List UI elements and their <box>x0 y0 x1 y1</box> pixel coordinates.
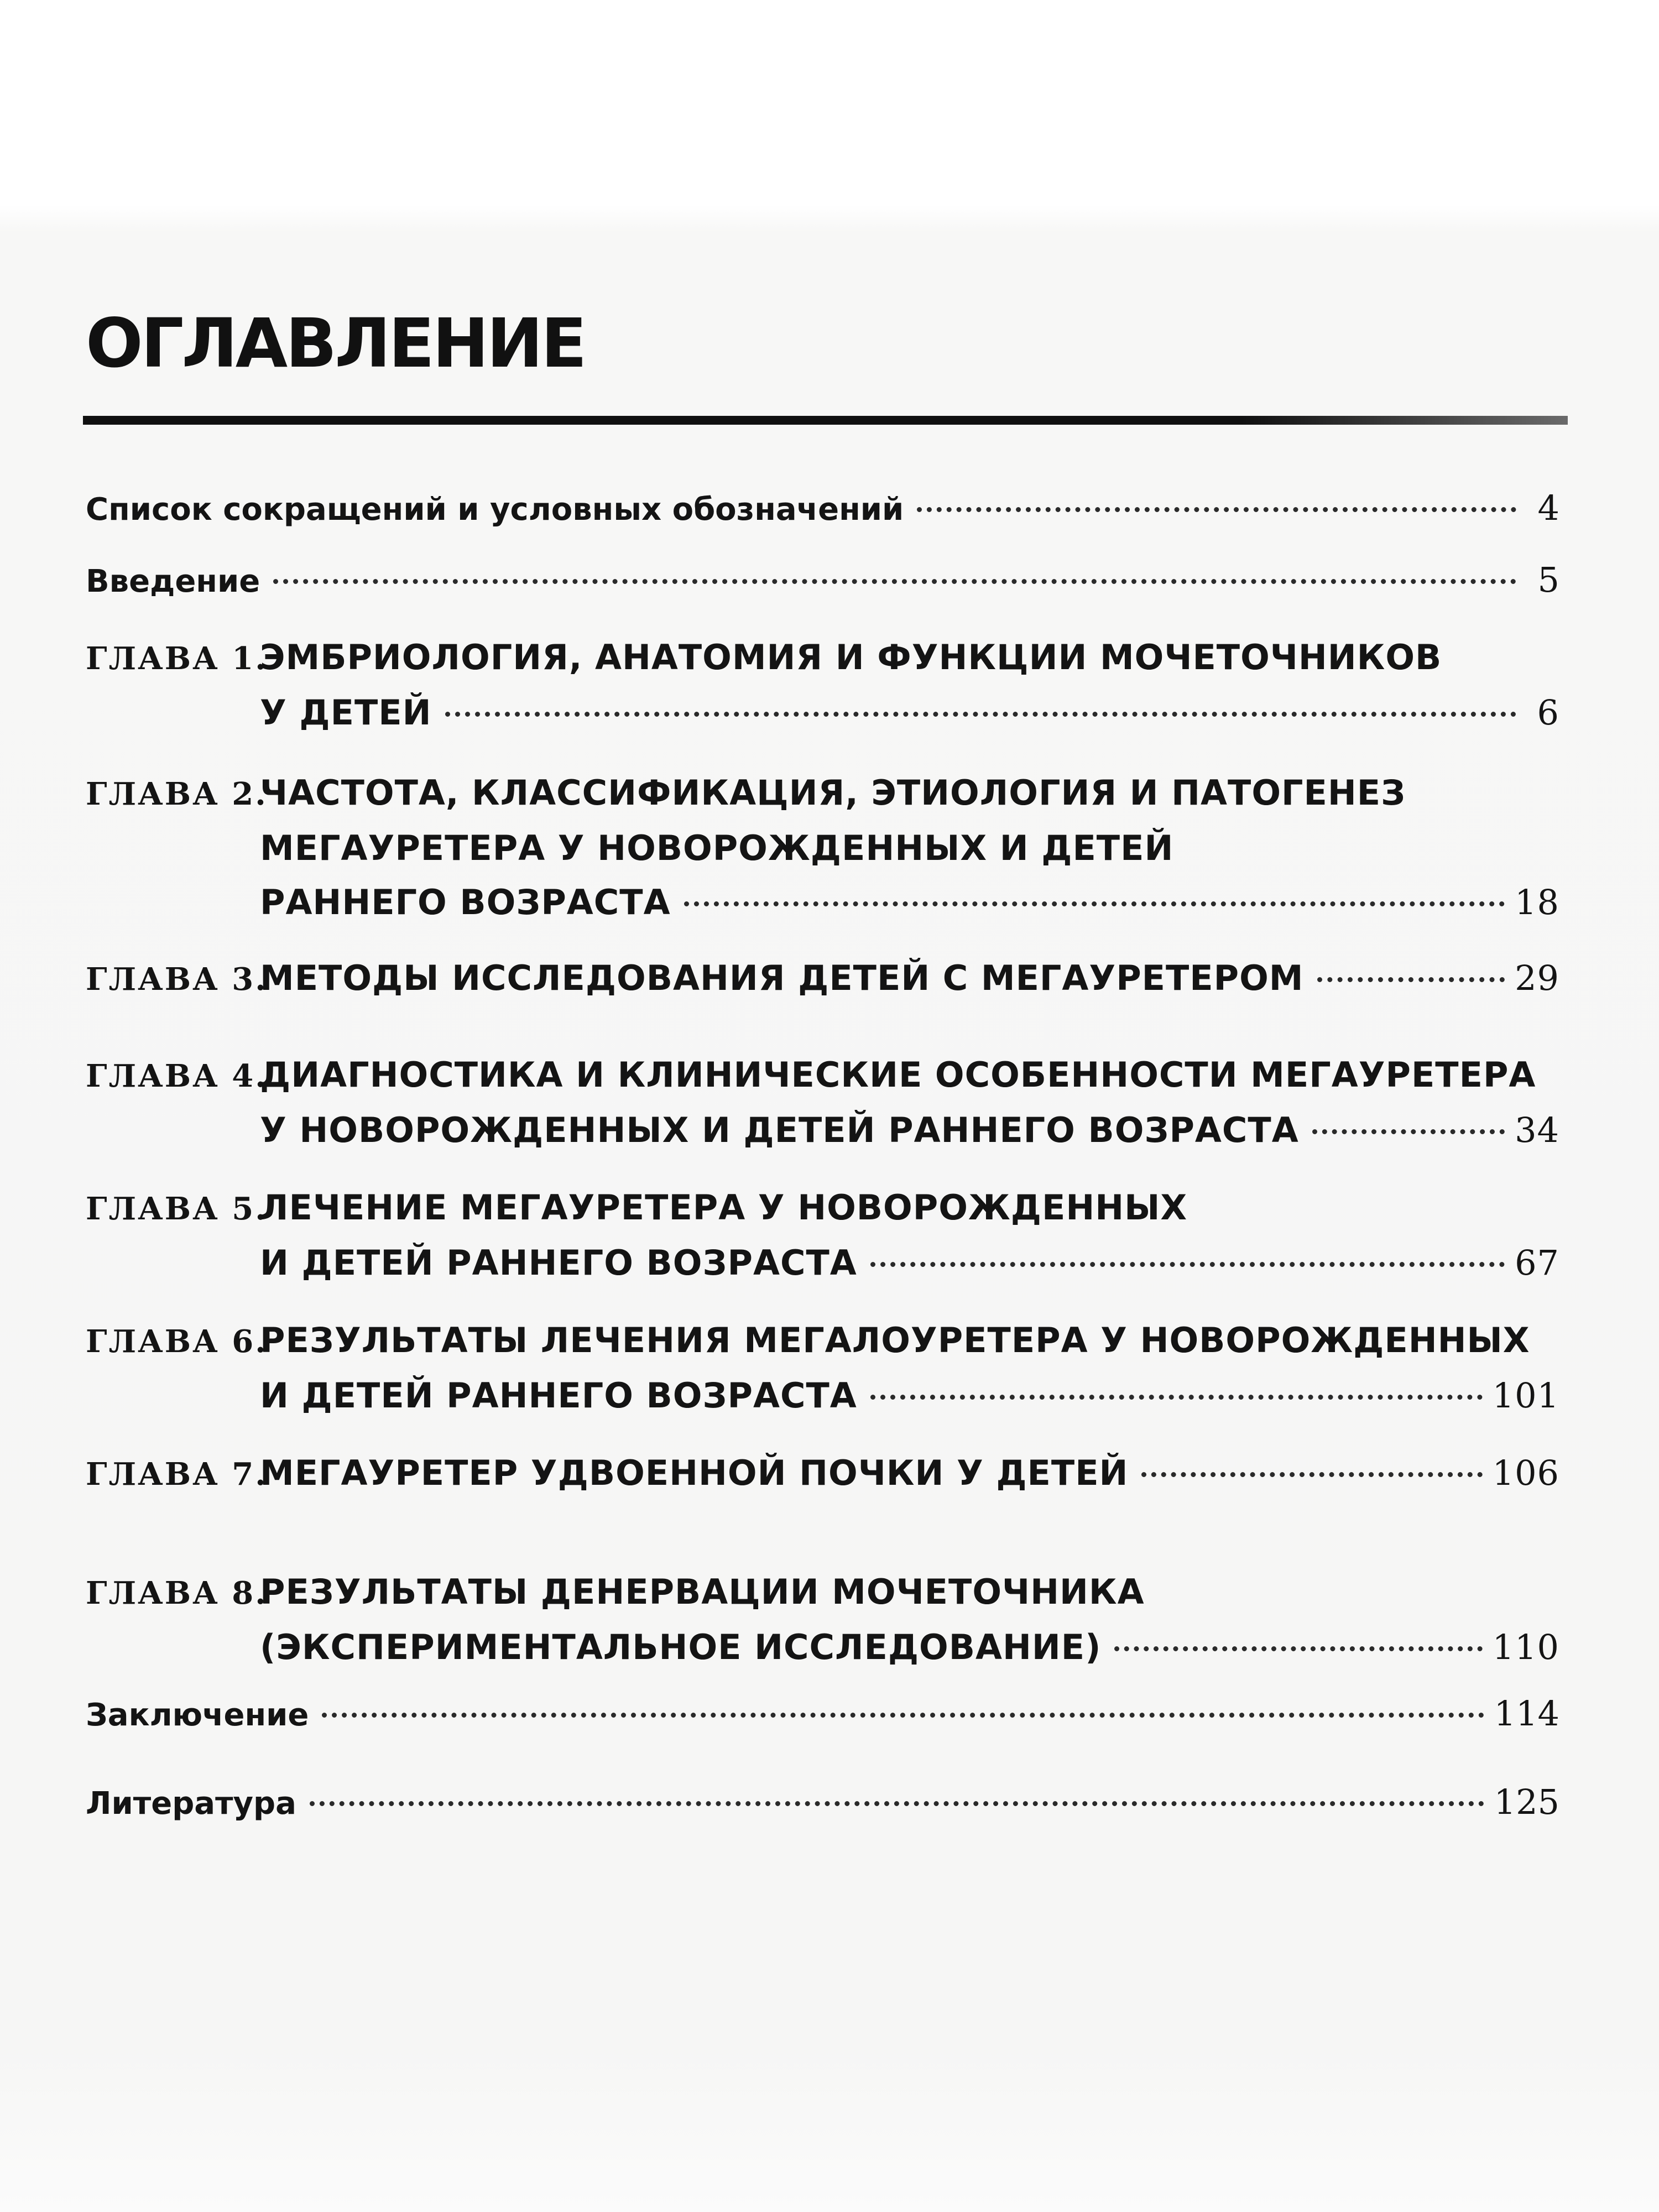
chapter-label: ГЛАВА 1. <box>86 640 268 677</box>
page-number: 29 <box>1515 958 1559 998</box>
entry-title: ЭМБРИОЛОГИЯ, АНАТОМИЯ И ФУНКЦИИ МОЧЕТОЧНИКОВ <box>260 637 1442 677</box>
dot-leader <box>870 1262 1505 1267</box>
dot-leader <box>310 1801 1484 1806</box>
page-number: 101 <box>1492 1375 1559 1416</box>
entry-title: МЕГАУРЕТЕР УДВОЕННОЙ ПОЧКИ У ДЕТЕЙ <box>260 1453 1129 1493</box>
entry-title: Заключение <box>86 1697 309 1733</box>
entry-title: ЛЕЧЕНИЕ МЕГАУРЕТЕРА У НОВОРОЖДЕННЫХ <box>260 1187 1188 1228</box>
dot-leader <box>1312 1129 1505 1134</box>
chapter-label: ГЛАВА 7. <box>86 1456 268 1493</box>
toc-entry <box>86 1048 1559 1157</box>
entry-title: Введение <box>86 564 260 599</box>
entry-title: ЧАСТОТА, КЛАССИФИКАЦИЯ, ЭТИОЛОГИЯ И ПАТОГЕНЕЗ <box>260 773 1406 813</box>
toc-entry <box>86 481 1559 537</box>
entry-title: (ЭКСПЕРИМЕНТАЛЬНОЕ ИССЛЕДОВАНИЕ) <box>260 1627 1102 1667</box>
dot-leader <box>1114 1646 1482 1651</box>
chapter-label: ГЛАВА 5. <box>86 1191 268 1227</box>
toc-entry <box>86 1565 1559 1674</box>
toc-entry <box>86 553 1559 609</box>
page-number: 114 <box>1494 1693 1559 1734</box>
entry-title: РЕЗУЛЬТАТЫ ДЕНЕРВАЦИИ МОЧЕТОЧНИКА <box>260 1572 1145 1612</box>
entry-title: У НОВОРОЖДЕННЫХ И ДЕТЕЙ РАННЕГО ВОЗРАСТА <box>260 1110 1299 1150</box>
dot-leader <box>684 901 1505 906</box>
page-number: 106 <box>1492 1453 1559 1493</box>
dot-leader <box>1141 1472 1482 1477</box>
page-number: 5 <box>1537 560 1559 600</box>
page-number: 4 <box>1537 488 1559 528</box>
chapter-label: ГЛАВА 3. <box>86 961 268 998</box>
chapter-label: ГЛАВА 6. <box>86 1323 268 1360</box>
entry-title: ДИАГНОСТИКА И КЛИНИЧЕСКИЕ ОСОБЕННОСТИ МЕГАУРЕТЕРА <box>260 1055 1536 1095</box>
page-number: 67 <box>1515 1243 1559 1283</box>
dot-leader <box>445 712 1517 717</box>
dot-leader <box>273 579 1516 584</box>
dot-leader <box>322 1713 1484 1718</box>
entry-title: Список сокращений и условных обозначений <box>86 492 904 528</box>
toc-entry <box>86 1446 1559 1501</box>
chapter-label: ГЛАВА 4. <box>86 1058 268 1094</box>
toc-entry <box>86 1181 1559 1290</box>
entry-title: У ДЕТЕЙ <box>260 692 432 733</box>
entry-title: И ДЕТЕЙ РАННЕГО ВОЗРАСТА <box>260 1243 857 1283</box>
page-number: 6 <box>1537 692 1559 733</box>
toc-entry <box>86 951 1559 1006</box>
toc-entry <box>86 1313 1559 1423</box>
toc-entry <box>86 766 1559 930</box>
entry-title: МЕТОДЫ ИССЛЕДОВАНИЯ ДЕТЕЙ С МЕГАУРЕТЕРОМ <box>260 958 1304 998</box>
entry-title: МЕГАУРЕТЕРА У НОВОРОЖДЕННЫХ И ДЕТЕЙ <box>260 828 1174 868</box>
page-number: 110 <box>1492 1627 1559 1667</box>
page-number: 18 <box>1515 882 1559 922</box>
entry-title: Литература <box>86 1786 296 1822</box>
page-number: 125 <box>1494 1782 1559 1822</box>
title-rule <box>83 416 1568 425</box>
chapter-label: ГЛАВА 2. <box>86 776 268 812</box>
page-number: 34 <box>1515 1110 1559 1150</box>
dot-leader <box>1317 977 1505 982</box>
entry-title: И ДЕТЕЙ РАННЕГО ВОЗРАСТА <box>260 1375 857 1416</box>
entry-title: РЕЗУЛЬТАТЫ ЛЕЧЕНИЯ МЕГАЛОУРЕТЕРА У НОВОРОЖДЕННЫХ <box>260 1320 1530 1360</box>
page-title: ОГЛАВЛЕНИЕ <box>86 304 585 383</box>
entry-title: РАННЕГО ВОЗРАСТА <box>260 882 671 922</box>
chapter-label: ГЛАВА 8. <box>86 1575 268 1611</box>
toc-entry <box>86 1775 1559 1831</box>
toc-entry <box>86 1687 1559 1743</box>
toc-entry <box>86 630 1559 740</box>
dot-leader <box>917 507 1516 512</box>
dot-leader <box>870 1395 1483 1400</box>
